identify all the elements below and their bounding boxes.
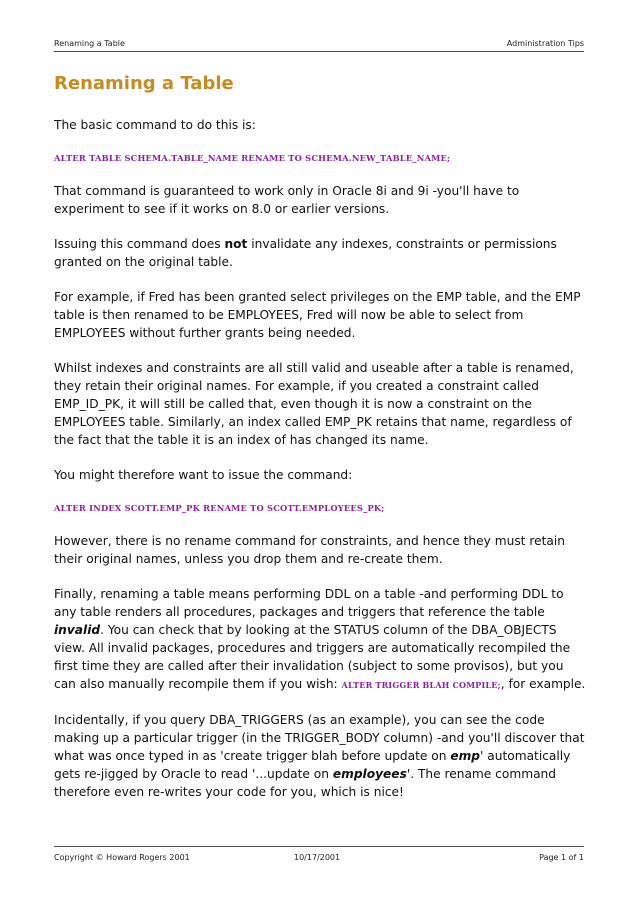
- paragraph-no-rename-constraints: However, there is no rename command for constraints, and hence they must retain their original names, unless you drop them and re-create them.: [54, 534, 565, 566]
- text-span: ' automatically gets re-jigged by Oracle to read '...update on: [54, 749, 571, 781]
- paragraph-dba-triggers: [54, 711, 586, 801]
- paragraph-issue-command: You might therefore want to issue the command:: [54, 468, 353, 482]
- page-header: [54, 39, 584, 52]
- text-span: Issuing this command does: [54, 237, 225, 251]
- emphasis-employees: employees: [332, 767, 407, 781]
- emphasis-emp: emp: [450, 749, 481, 763]
- emphasis-not: not: [224, 237, 248, 251]
- paragraph-ddl-invalid: [54, 585, 586, 694]
- footer-date: 10/17/2001: [294, 853, 341, 862]
- code-rename-index: ALTER INDEX SCOTT.EMP_PK RENAME TO SCOTT.EMPLOYEES_PK;: [54, 503, 385, 513]
- text-span: . You can check that by looking at the STATUS column of the DBA_OBJECTS view. All invalid packages, procedures and triggers are automatically recompiled the first time they are called after their invalidation (subject to some provisos), but you can also manually recompile them if you wish:: [54, 623, 571, 691]
- text-span: Incidentally, if you query DBA_TRIGGERS (as an example), you can see the code making up a particular trigger (in the TRIGGER_BODY column) -and you'll discover that what was once typed in as 'create trigger blah before update on: [54, 713, 585, 763]
- paragraph-example-fred: For example, if Fred has been granted select privileges on the EMP table, and the EMP table is then renamed to be EMPLOYEES, Fred will now be able to select from EMPLOYEES without further grants being needed.: [54, 290, 581, 340]
- text-span: invalidate any indexes, constraints or permissions granted on the original table.: [54, 237, 557, 269]
- code-rename-table: ALTER TABLE SCHEMA.TABLE_NAME RENAME TO SCHEMA.NEW_TABLE_NAME;: [54, 153, 451, 163]
- paragraph-indexes-constraints: Whilst indexes and constraints are all still valid and useable after a table is renamed, they retain their original names. For example, if you created a constraint called EMP_ID_PK, it will still be called that, even though it is now a constraint on the EMPLOYEES table. Similarly, an index called EMP_PK retains that name, regardless of the fact that the table it is an index of has changed its name.: [54, 361, 574, 447]
- paragraph-versions: That command is guaranteed to work only in Oracle 8i and 9i -you'll have to experiment to see if it works on 8.0 or earlier versions.: [54, 184, 520, 216]
- document-body: [54, 116, 586, 818]
- page-footer: [54, 846, 584, 861]
- footer-page-number: Page 1 of 1: [539, 853, 584, 862]
- text-span: Finally, renaming a table means performing DDL on a table -and performing DDL to any table renders all procedures, packages and triggers that reference the table: [54, 587, 564, 619]
- page-title: Renaming a Table: [54, 73, 234, 94]
- text-span: '. The rename command therefore even re-writes your code for you, which is nice!: [54, 767, 556, 799]
- paragraph-not-invalidate: [54, 235, 586, 271]
- inline-code-compile: ALTER TRIGGER BLAH COMPILE;: [341, 680, 501, 690]
- paragraph-intro: The basic command to do this is:: [54, 118, 256, 132]
- emphasis-invalid: invalid: [54, 623, 101, 637]
- text-span: , for example.: [500, 677, 586, 691]
- footer-copyright: Copyright © Howard Rogers 2001: [54, 853, 190, 862]
- header-right-text: Administration Tips: [506, 39, 584, 48]
- header-left-text: Renaming a Table: [54, 39, 125, 48]
